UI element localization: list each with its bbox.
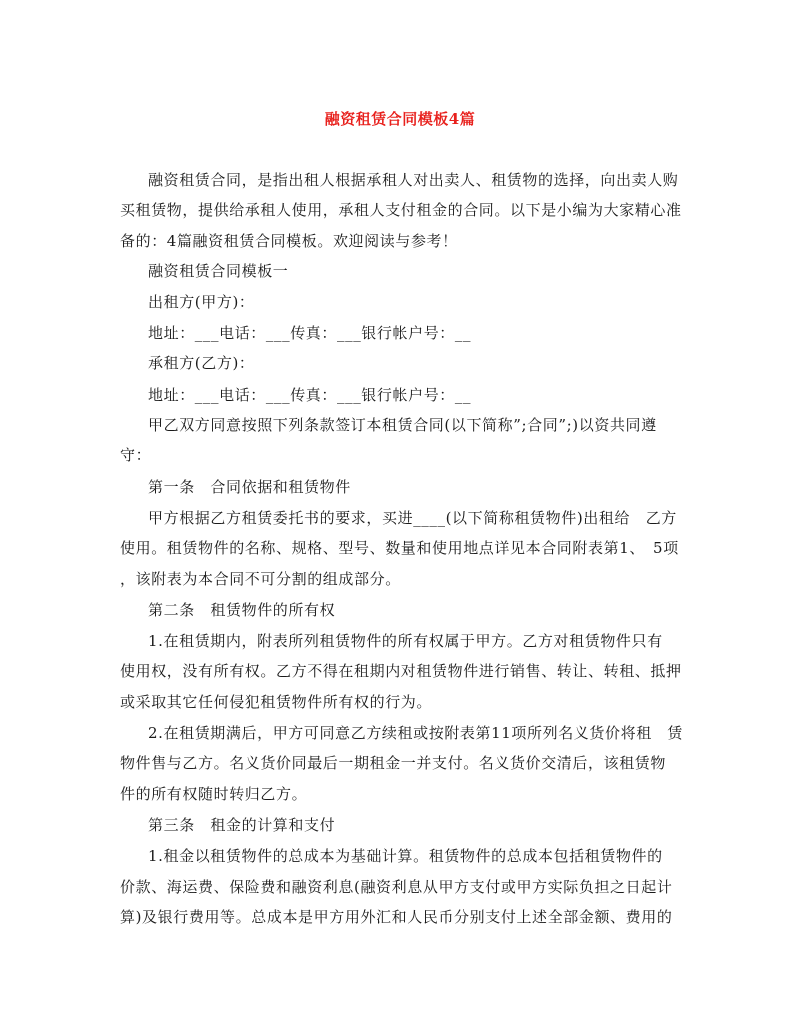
paragraph-line: 出租方(甲方)： bbox=[148, 293, 255, 311]
paragraph-line: 甲方根据乙方租赁委托书的要求，买进____(以下简称租赁物件)出租给 乙方 bbox=[148, 509, 677, 527]
document-title: 融资租赁合同模板4篇 bbox=[324, 110, 476, 128]
article-heading: 第三条 租金的计算和支付 bbox=[148, 816, 336, 834]
paragraph-line: 算)及银行费用等。总成本是甲方用外汇和人民币分别支付上述全部金额、费用的 bbox=[120, 908, 673, 926]
paragraph-line: 承租方(乙方)： bbox=[148, 354, 255, 372]
paragraph-line: 备的：4篇融资租赁合同模板。欢迎阅读与参考！ bbox=[120, 232, 458, 250]
paragraph-line: 融资租赁合同，是指出租人根据承租人对出卖人、租赁物的选择，向出卖人购 bbox=[148, 171, 679, 189]
paragraph-line: 价款、海运费、保险费和融资利息(融资利息从甲方支付或甲方实际负担之日起计 bbox=[120, 878, 673, 896]
paragraph-line: 买租赁物，提供给承租人使用，承租人支付租金的合同。以下是小编为大家精心准 bbox=[120, 201, 682, 219]
article-heading: 第二条 租赁物件的所有权 bbox=[148, 601, 336, 619]
paragraph-line: 件的所有权随时转归乙方。 bbox=[120, 785, 308, 803]
paragraph-line: 2.在租赁期满后，甲方可同意乙方续租或按附表第11项所列名义货价将租 赁 bbox=[148, 724, 684, 742]
paragraph-line: ，该附表为本合同不可分割的组成部分。 bbox=[120, 570, 401, 588]
paragraph-line: 使用。租赁物件的名称、规格、型号、数量和使用地点详见本合同附表第1、 5项 bbox=[120, 539, 679, 557]
paragraph-line: 地址：___电话：___传真：___银行帐户号：__ bbox=[148, 324, 472, 342]
article-heading: 第一条 合同依据和租赁物件 bbox=[148, 478, 351, 496]
paragraph-line: 甲乙双方同意按照下列条款签订本租赁合同(以下简称”;合同”;)以资共同遵 bbox=[148, 416, 657, 434]
paragraph-line: 守： bbox=[120, 446, 152, 464]
paragraph-line: 使用权，没有所有权。乙方不得在租期内对租赁物件进行销售、转让、转租、抵押 bbox=[120, 662, 682, 680]
paragraph-line: 1.在租赁期内，附表所列租赁物件的所有权属于甲方。乙方对租赁物件只有 bbox=[148, 632, 663, 650]
paragraph-line: 或采取其它任何侵犯租赁物件所有权的行为。 bbox=[120, 693, 433, 711]
paragraph-line: 1.租金以租赁物件的总成本为基础计算。租赁物件的总成本包括租赁物件的 bbox=[148, 847, 663, 865]
paragraph-line: 地址：___电话：___传真：___银行帐户号：__ bbox=[148, 386, 472, 404]
paragraph-line: 物件售与乙方。名义货价同最后一期租金一并支付。名义货价交清后，该租赁物 bbox=[120, 754, 667, 772]
section-heading: 融资租赁合同模板一 bbox=[148, 262, 289, 280]
